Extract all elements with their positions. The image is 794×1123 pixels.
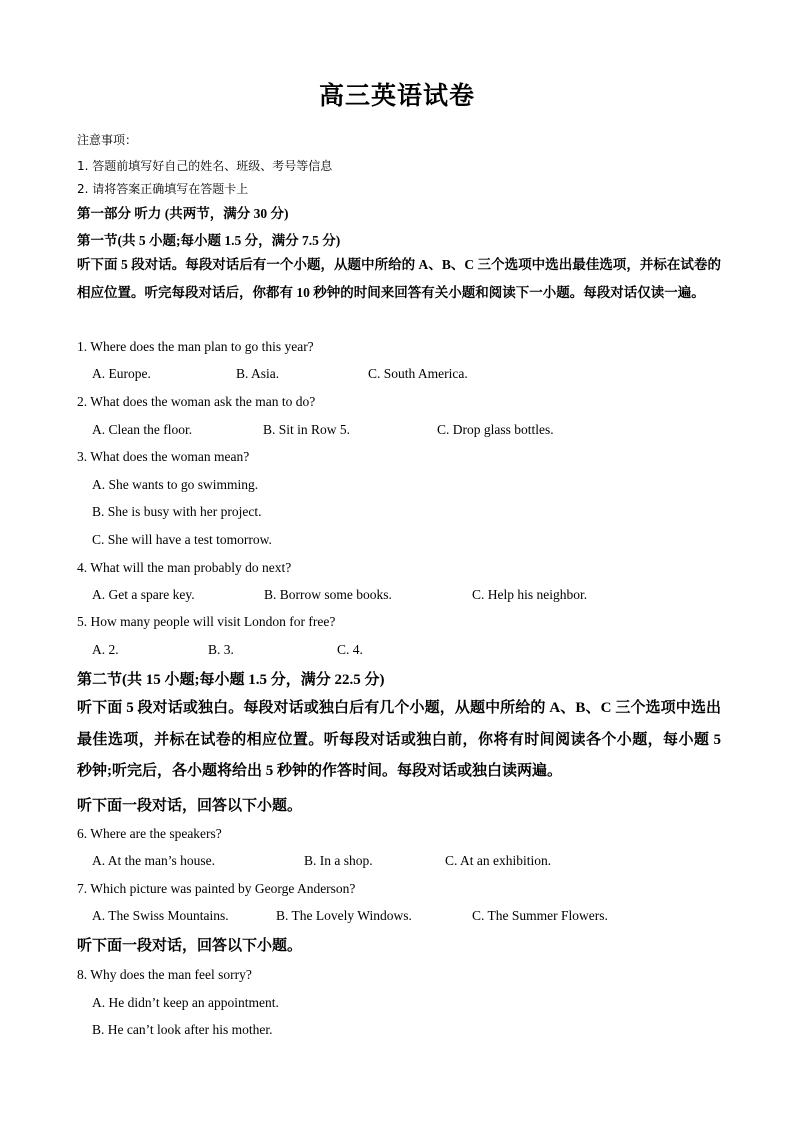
option-b: B. Sit in Row 5. <box>263 422 351 437</box>
option-b: B. In a shop. <box>304 853 373 868</box>
sub-instruction: 听下面一段对话，回答以下小题。 <box>77 798 303 814</box>
option-c: C. Drop glass bottles. <box>437 422 554 437</box>
option-a: A. Clean the floor. <box>92 422 193 437</box>
option-c: C. She will have a test tomorrow. <box>92 532 272 547</box>
option-b: B. He can’t look after his mother. <box>92 1022 273 1037</box>
option-b: B. 3. <box>208 642 234 657</box>
question-stem: 1. Where does the man plan to go this year? <box>77 339 314 354</box>
question-stem: 4. What will the man probably do next? <box>77 560 292 575</box>
option-a: A. Get a spare key. <box>92 587 195 602</box>
question-stem: 2. What does the woman ask the man to do? <box>77 394 316 409</box>
question-stem: 8. Why does the man feel sorry? <box>77 967 252 982</box>
section1-heading: 第一节(共 5 小题;每小题 1.5 分，满分 7.5 分) <box>77 233 341 248</box>
notice-item: 1. 答题前填写好自己的姓名、班级、考号等信息 <box>77 159 333 173</box>
option-a: A. Europe. <box>92 366 151 381</box>
question-stem: 3. What does the woman mean? <box>77 449 250 464</box>
option-c: C. South America. <box>368 366 468 381</box>
option-c: C. At an exhibition. <box>445 853 552 868</box>
option-a: A. He didn’t keep an appointment. <box>92 995 279 1010</box>
section2-heading: 第二节(共 15 小题;每小题 1.5 分，满分 22.5 分) <box>77 672 385 688</box>
option-b: B. Asia. <box>236 366 280 381</box>
notice-item: 2. 请将答案正确填写在答题卡上 <box>77 182 249 196</box>
option-a: A. At the man’s house. <box>92 853 215 868</box>
part1-heading: 第一部分 听力 (共两节，满分 30 分) <box>77 206 289 221</box>
option-a: A. She wants to go swimming. <box>92 477 259 492</box>
option-a: A. 2. <box>92 642 119 657</box>
question-stem: 6. Where are the speakers? <box>77 826 222 841</box>
option-b: B. Borrow some books. <box>264 587 392 602</box>
option-c: C. 4. <box>337 642 363 657</box>
page-title: 高三英语试卷 <box>318 83 475 110</box>
option-b: B. She is busy with her project. <box>92 504 262 519</box>
question-stem: 5. How many people will visit London for free? <box>77 614 336 629</box>
notice-heading: 注意事项： <box>77 133 138 147</box>
sub-instruction: 听下面一段对话，回答以下小题。 <box>77 938 303 954</box>
option-c: C. Help his neighbor. <box>472 587 588 602</box>
question-stem: 7. Which picture was painted by George Anderson? <box>77 881 356 896</box>
option-a: A. The Swiss Mountains. <box>92 908 229 923</box>
section2-instructions: 听下面 5 段对话或独白。每段对话或独白后有几个小题，从题中所给的 A、B、C 三个选项中选出最佳选项，并标在试卷的相应位置。听每段对话或独白前，你将有时间阅读各个小题，每小题 5 秒钟;听完后，各小题将给出 5 秒钟的作答时间。每段对话或独白读两遍。 <box>77 700 721 779</box>
section1-instructions: 听下面 5 段对话。每段对话后有一个小题，从题中所给的 A、B、C 三个选项中选出最佳选项，并标在试卷的相应位置。听完每段对话后，你都有 10 秒钟的时间来回答有关小题和阅读下一小题。每段对话仅读一遍。 <box>77 257 721 300</box>
option-c: C. The Summer Flowers. <box>472 908 608 923</box>
option-b: B. The Lovely Windows. <box>276 908 412 923</box>
